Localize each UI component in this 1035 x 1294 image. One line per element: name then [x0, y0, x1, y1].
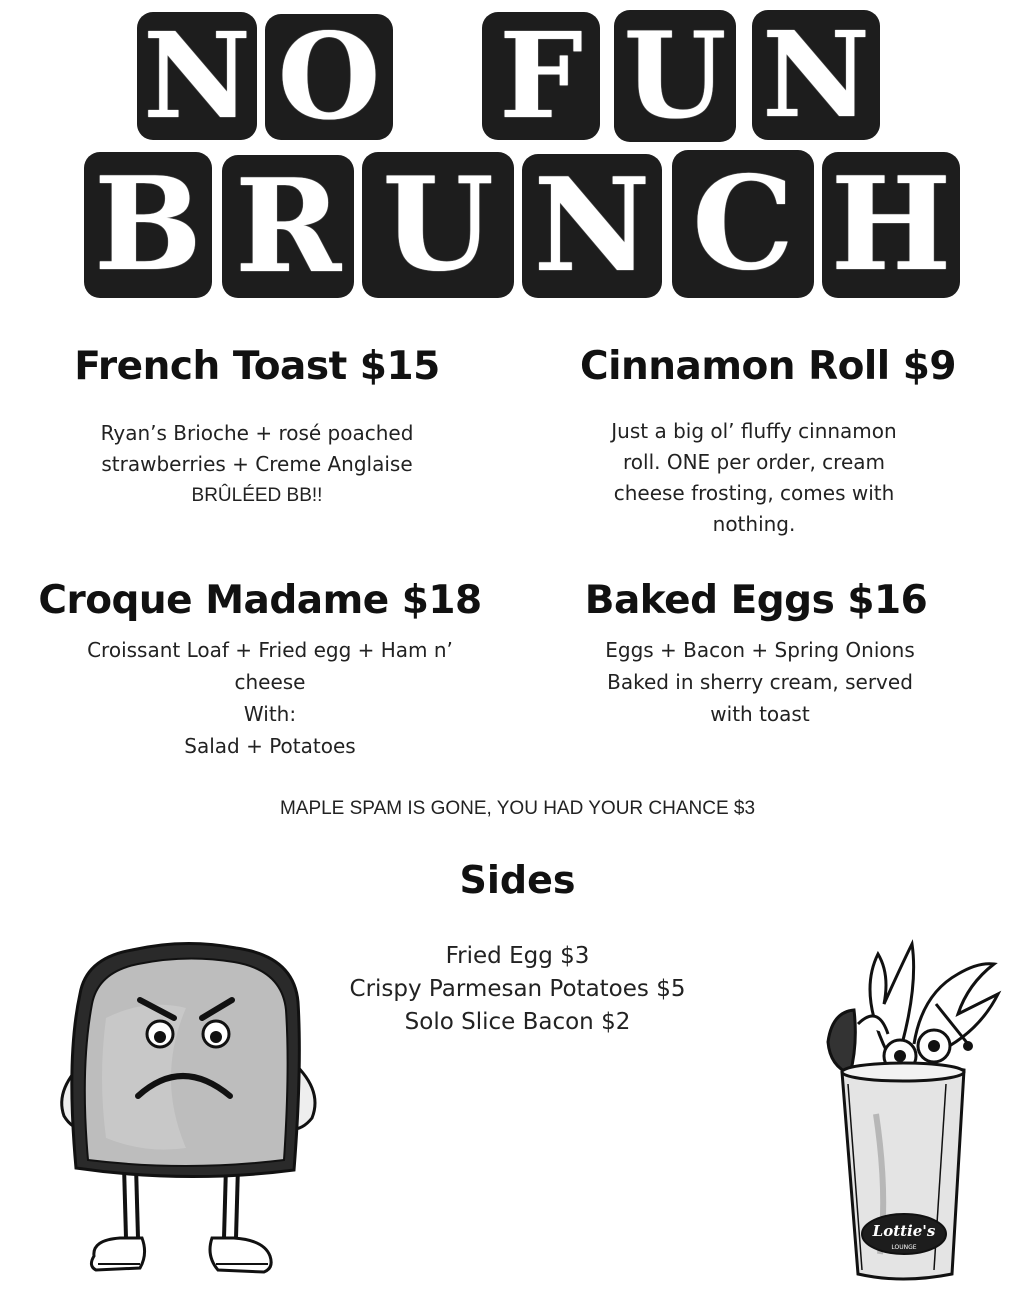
side-item: Fried Egg $3 — [445, 943, 590, 969]
menu-description-cinnamon-roll — [548, 416, 960, 540]
menu-description-baked-eggs — [546, 634, 974, 730]
side-item: Solo Slice Bacon $2 — [404, 1009, 631, 1035]
title-tile-h: H — [822, 152, 960, 298]
description-line: nothing. — [712, 512, 796, 536]
side-item: Crispy Parmesan Potatoes $5 — [349, 976, 686, 1002]
description-line: with toast — [710, 702, 810, 726]
title-tile-n2: N — [752, 10, 880, 140]
description-line: With: — [243, 702, 297, 726]
title-tile-o: O — [265, 14, 393, 140]
description-line: Just a big ol’ fluffy cinnamon — [611, 419, 897, 443]
description-line: Croissant Loaf + Fried egg + Ham n’ — [87, 638, 453, 662]
description-line: cheese frosting, comes with — [613, 481, 895, 505]
menu-heading-cinnamon-roll: Cinnamon Roll $9 — [579, 344, 957, 389]
grumpy-toast-illustration — [36, 938, 326, 1288]
sides-heading: Sides — [459, 858, 576, 902]
description-line: cheese — [234, 670, 306, 694]
description-line: Eggs + Bacon + Spring Onions — [605, 638, 915, 662]
menu-heading-french-toast: French Toast $15 — [74, 344, 440, 389]
description-line: Salad + Potatoes — [184, 734, 356, 758]
bloody-mary-drink-illustration — [818, 934, 1008, 1290]
description-line: BRÛLÉED BB!! — [191, 485, 323, 506]
description-line: roll. ONE per order, cream — [623, 450, 885, 474]
title-tile-f: F — [482, 12, 600, 140]
menu-description-french-toast — [42, 418, 472, 511]
title-tile-u: U — [614, 10, 736, 142]
description-line: Baked in sherry cream, served — [607, 670, 913, 694]
lotties-logo-subtext: LOUNGE — [891, 1244, 917, 1251]
lotties-logo-text: Lottie's — [872, 1222, 936, 1240]
menu-description-croque-madame — [40, 634, 500, 762]
title-tile-b: B — [84, 152, 212, 298]
title-tile-r: R — [222, 155, 354, 298]
description-line: Ryan’s Brioche + rosé poached — [100, 421, 414, 445]
menu-heading-baked-eggs: Baked Eggs $16 — [584, 578, 928, 623]
title-tile-n3: N — [522, 154, 662, 298]
title-tile-n: N — [137, 12, 257, 140]
menu-heading-croque-madame: Croque Madame $18 — [38, 578, 482, 623]
title-tile-c: C — [672, 150, 814, 298]
maple-spam-notice: MAPLE SPAM IS GONE, YOU HAD YOUR CHANCE $3 — [279, 798, 756, 819]
description-line: strawberries + Creme Anglaise — [101, 452, 413, 476]
title-tile-u2: U — [362, 152, 514, 298]
